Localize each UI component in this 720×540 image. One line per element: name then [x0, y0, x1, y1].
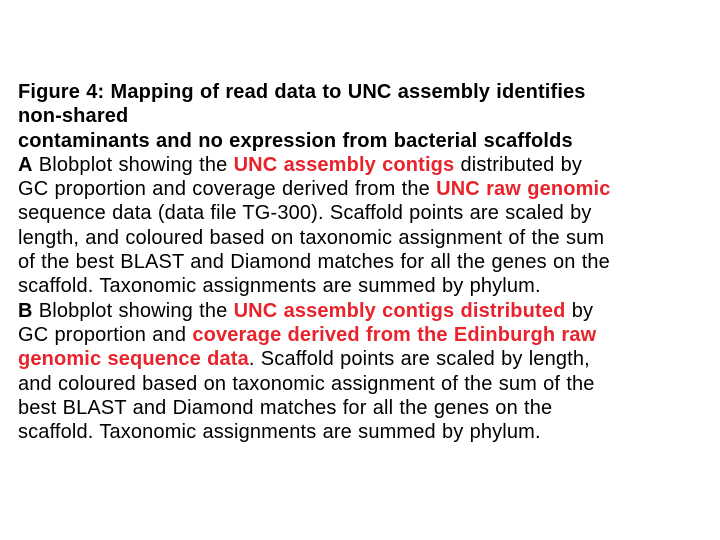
panel-b-text: . Scaffold points are scaled by length,	[248, 348, 590, 371]
figure-title-line-2: non-shared	[18, 105, 129, 128]
panel-a-text: Blobplot showing the	[32, 153, 234, 176]
figure-caption	[18, 80, 718, 444]
panel-a-line-2	[18, 177, 718, 201]
panel-b-line-5: best BLAST and Diamond matches for all the genes on the	[18, 396, 553, 419]
panel-a-line-4: length, and coloured based on taxonomic assignment of the sum	[18, 226, 605, 249]
panel-b-text: by	[565, 299, 594, 322]
panel-b-highlight-coverage: coverage derived from the Edinburgh raw	[192, 323, 597, 346]
panel-a-line-1	[18, 153, 718, 177]
panel-a-letter: A	[18, 153, 33, 176]
panel-a-line-3: sequence data (data file TG-300). Scaffold points are scaled by	[18, 202, 592, 225]
panel-b-highlight-contigs: UNC assembly contigs distributed	[233, 299, 566, 322]
panel-a-highlight-contigs: UNC assembly contigs	[233, 153, 455, 176]
panel-a-line-6: scaffold. Taxonomic assignments are summed by phylum.	[18, 275, 541, 298]
panel-a-text: GC proportion and coverage derived from the	[18, 178, 437, 201]
panel-b-line-4: and coloured based on taxonomic assignment of the sum of the	[18, 372, 595, 395]
panel-b-line-6: scaffold. Taxonomic assignments are summed by phylum.	[18, 421, 541, 444]
panel-b-line-1	[18, 299, 718, 323]
figure-title-line-3: contaminants and no expression from bacterial scaffolds	[18, 129, 573, 152]
panel-b-text: GC proportion and	[18, 323, 193, 346]
panel-b-line-2	[18, 323, 718, 347]
panel-a-text: distributed by	[454, 153, 583, 176]
figure-title-line-1: Figure 4: Mapping of read data to UNC assembly identifies	[18, 81, 586, 103]
panel-b-highlight-sequence-data: genomic sequence data	[18, 348, 249, 371]
panel-b-letter: B	[18, 299, 33, 322]
panel-a-highlight-raw-genomic: UNC raw genomic	[436, 178, 611, 201]
panel-a-line-5: of the best BLAST and Diamond matches for all the genes on the	[18, 251, 610, 274]
panel-b-text: Blobplot showing the	[32, 299, 234, 322]
panel-b-line-3	[18, 347, 718, 371]
